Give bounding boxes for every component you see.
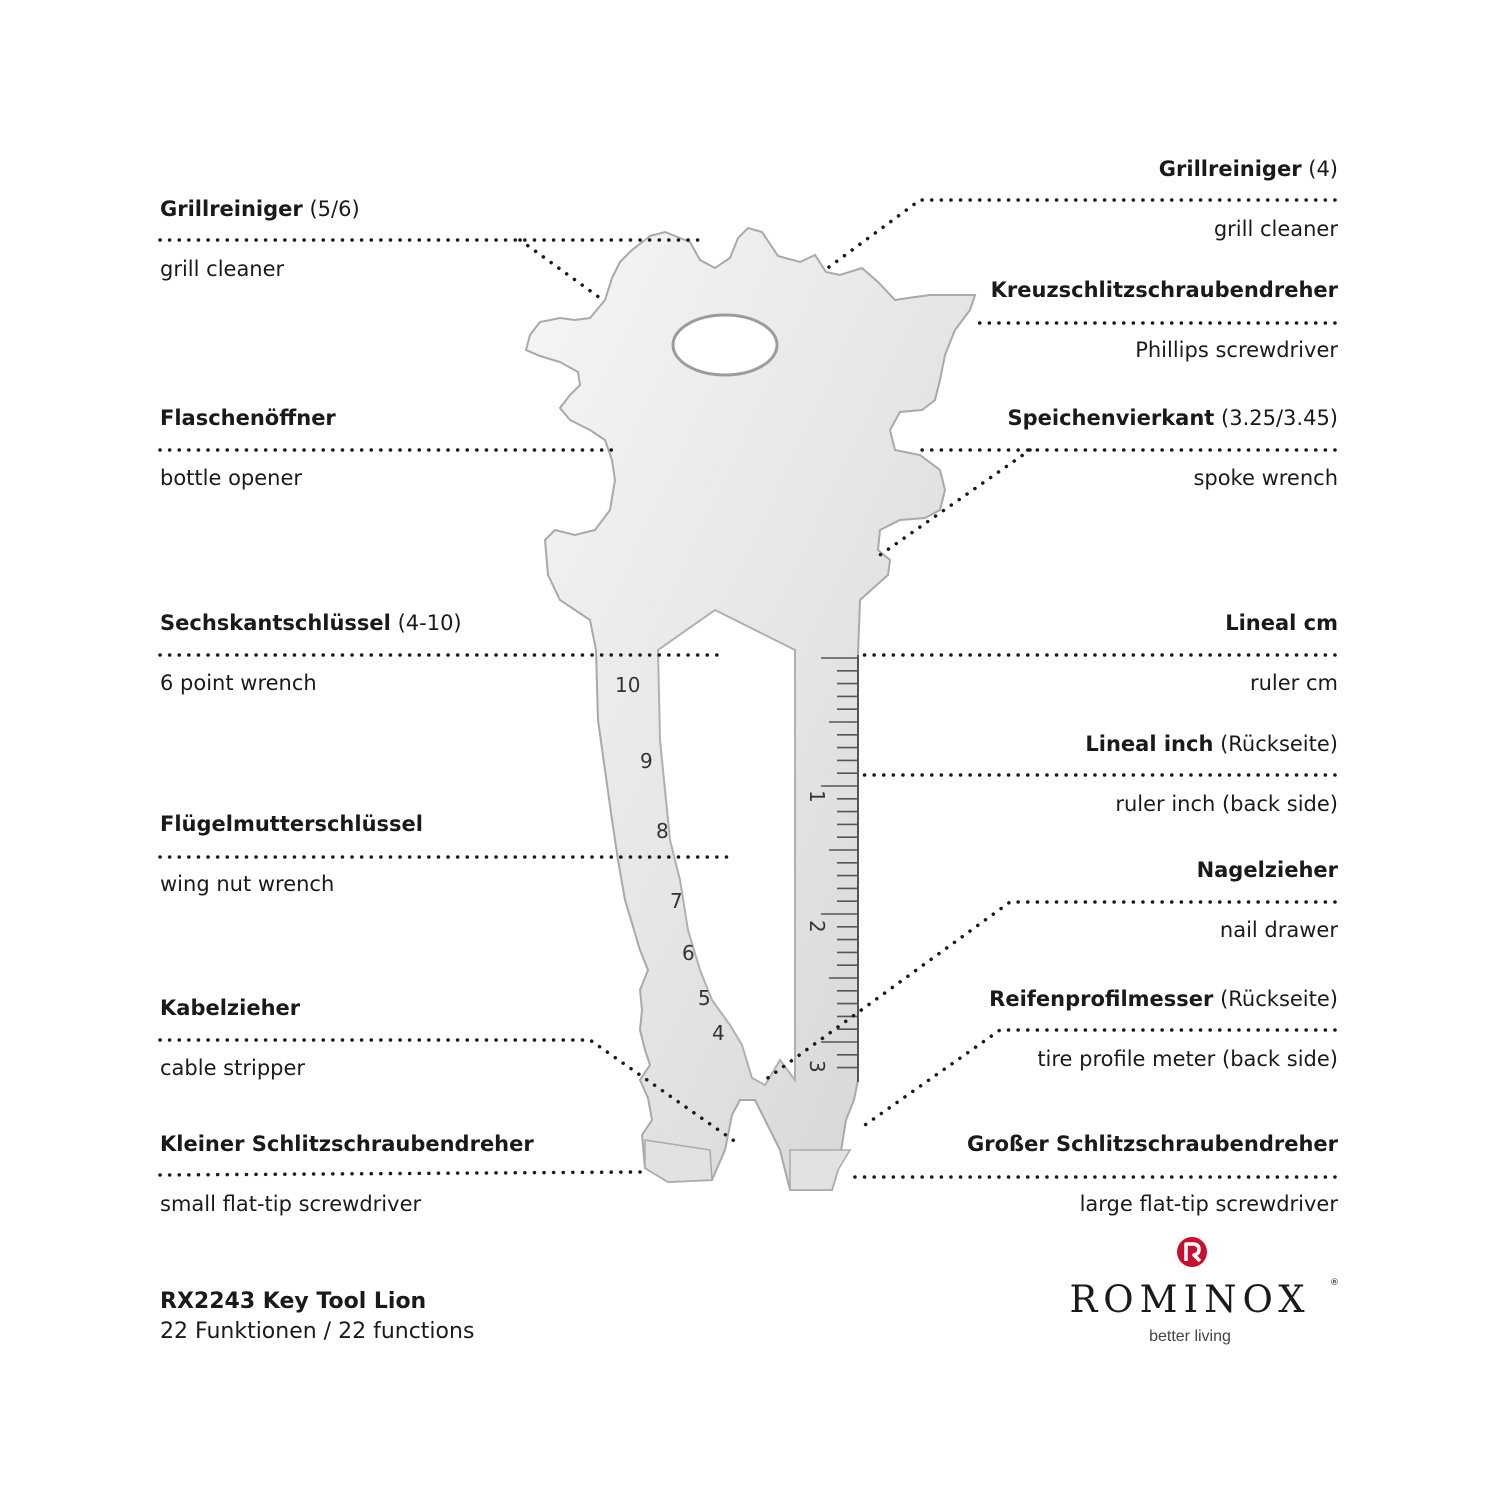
brand-logo xyxy=(1040,1230,1340,1360)
brand-mark-icon xyxy=(1175,1235,1209,1269)
wrench-size-6: 6 xyxy=(682,941,695,965)
label-ruler-inch xyxy=(778,731,1338,816)
label-bottle-opener xyxy=(160,405,720,490)
label-de: Lineal cm xyxy=(1225,611,1338,635)
label-large-flat-tip-screwdriver xyxy=(778,1131,1338,1216)
wrench-size-4: 4 xyxy=(712,1021,725,1045)
label-en: nail drawer xyxy=(1219,918,1338,942)
label-grill-cleaner-4 xyxy=(778,156,1338,241)
wrench-size-7: 7 xyxy=(670,889,683,913)
ruler-number-2: 2 xyxy=(805,920,829,933)
label-de: Sechskantschlüssel xyxy=(160,611,391,635)
label-de: Speichenvierkant xyxy=(1007,406,1215,430)
label-de: Nagelzieher xyxy=(1196,858,1338,882)
label-suffix: (3.25/3.45) xyxy=(1221,406,1338,430)
label-suffix: (5/6) xyxy=(309,197,360,221)
label-en: ruler inch (back side) xyxy=(1115,792,1338,816)
product-info xyxy=(160,1287,474,1347)
wrench-size-5: 5 xyxy=(698,986,711,1010)
wrench-size-9: 9 xyxy=(640,749,653,773)
label-en: large flat-tip screwdriver xyxy=(1079,1192,1338,1216)
label-suffix: (4) xyxy=(1308,157,1338,181)
label-suffix: (Rückseite) xyxy=(1220,987,1338,1011)
label-small-flat-tip-screwdriver xyxy=(160,1131,720,1216)
label-en: small flat-tip screwdriver xyxy=(160,1192,422,1216)
label-en: cable stripper xyxy=(160,1056,306,1080)
leader-tire-profile-meter xyxy=(865,1030,1335,1125)
wrench-size-10: 10 xyxy=(615,673,641,697)
label-de: Grillreiniger xyxy=(160,197,303,221)
wrench-size-8: 8 xyxy=(656,819,669,843)
leader-small-screwdriver xyxy=(160,1172,640,1175)
label-cable-stripper xyxy=(160,995,720,1080)
ruler-number-3: 3 xyxy=(805,1060,829,1073)
label-de: Flaschenöffner xyxy=(160,406,336,430)
label-de: Kabelzieher xyxy=(160,996,301,1020)
label-en: grill cleaner xyxy=(160,257,285,281)
label-spoke-wrench xyxy=(778,405,1338,490)
key-ring-hole xyxy=(673,315,777,375)
label-en: bottle opener xyxy=(160,466,303,490)
brand-name: ROMINOX xyxy=(1069,1278,1311,1321)
label-en: ruler cm xyxy=(1249,671,1338,695)
label-en: wing nut wrench xyxy=(160,872,335,896)
label-tire-profile-meter xyxy=(778,986,1338,1071)
label-en: spoke wrench xyxy=(1193,466,1338,490)
label-wing-nut-wrench xyxy=(160,811,720,896)
label-nail-drawer xyxy=(778,857,1338,942)
label-de: Flügelmutterschlüssel xyxy=(160,812,423,836)
label-de: Kleiner Schlitzschraubendreher xyxy=(160,1132,534,1156)
label-ruler-cm xyxy=(778,610,1338,695)
label-grill-cleaner-5-6 xyxy=(160,196,720,281)
label-de: Kreuzschlitzschraubendreher xyxy=(990,278,1338,302)
ruler-number-1: 1 xyxy=(805,790,829,803)
label-de: Großer Schlitzschraubendreher xyxy=(967,1132,1338,1156)
brand-registered-mark: ® xyxy=(1330,1278,1339,1288)
brand-tagline: better living xyxy=(1149,1328,1231,1345)
label-en: tire profile meter (back side) xyxy=(1037,1047,1338,1071)
label-de: Grillreiniger xyxy=(1158,157,1302,181)
label-suffix: (Rückseite) xyxy=(1220,732,1338,756)
label-de: Reifenprofilmesser xyxy=(989,987,1214,1011)
label-en: Phillips screwdriver xyxy=(1135,338,1338,362)
label-phillips-screwdriver xyxy=(778,277,1338,362)
product-model: RX2243 Key Tool Lion xyxy=(160,1289,427,1314)
label-en: grill cleaner xyxy=(1213,217,1338,241)
product-function-count: 22 Funktionen / 22 functions xyxy=(160,1319,475,1344)
label-en: 6 point wrench xyxy=(160,671,317,695)
label-de: Lineal inch xyxy=(1085,732,1214,756)
label-suffix: (4-10) xyxy=(397,611,462,635)
label-6-point-wrench xyxy=(160,610,720,695)
